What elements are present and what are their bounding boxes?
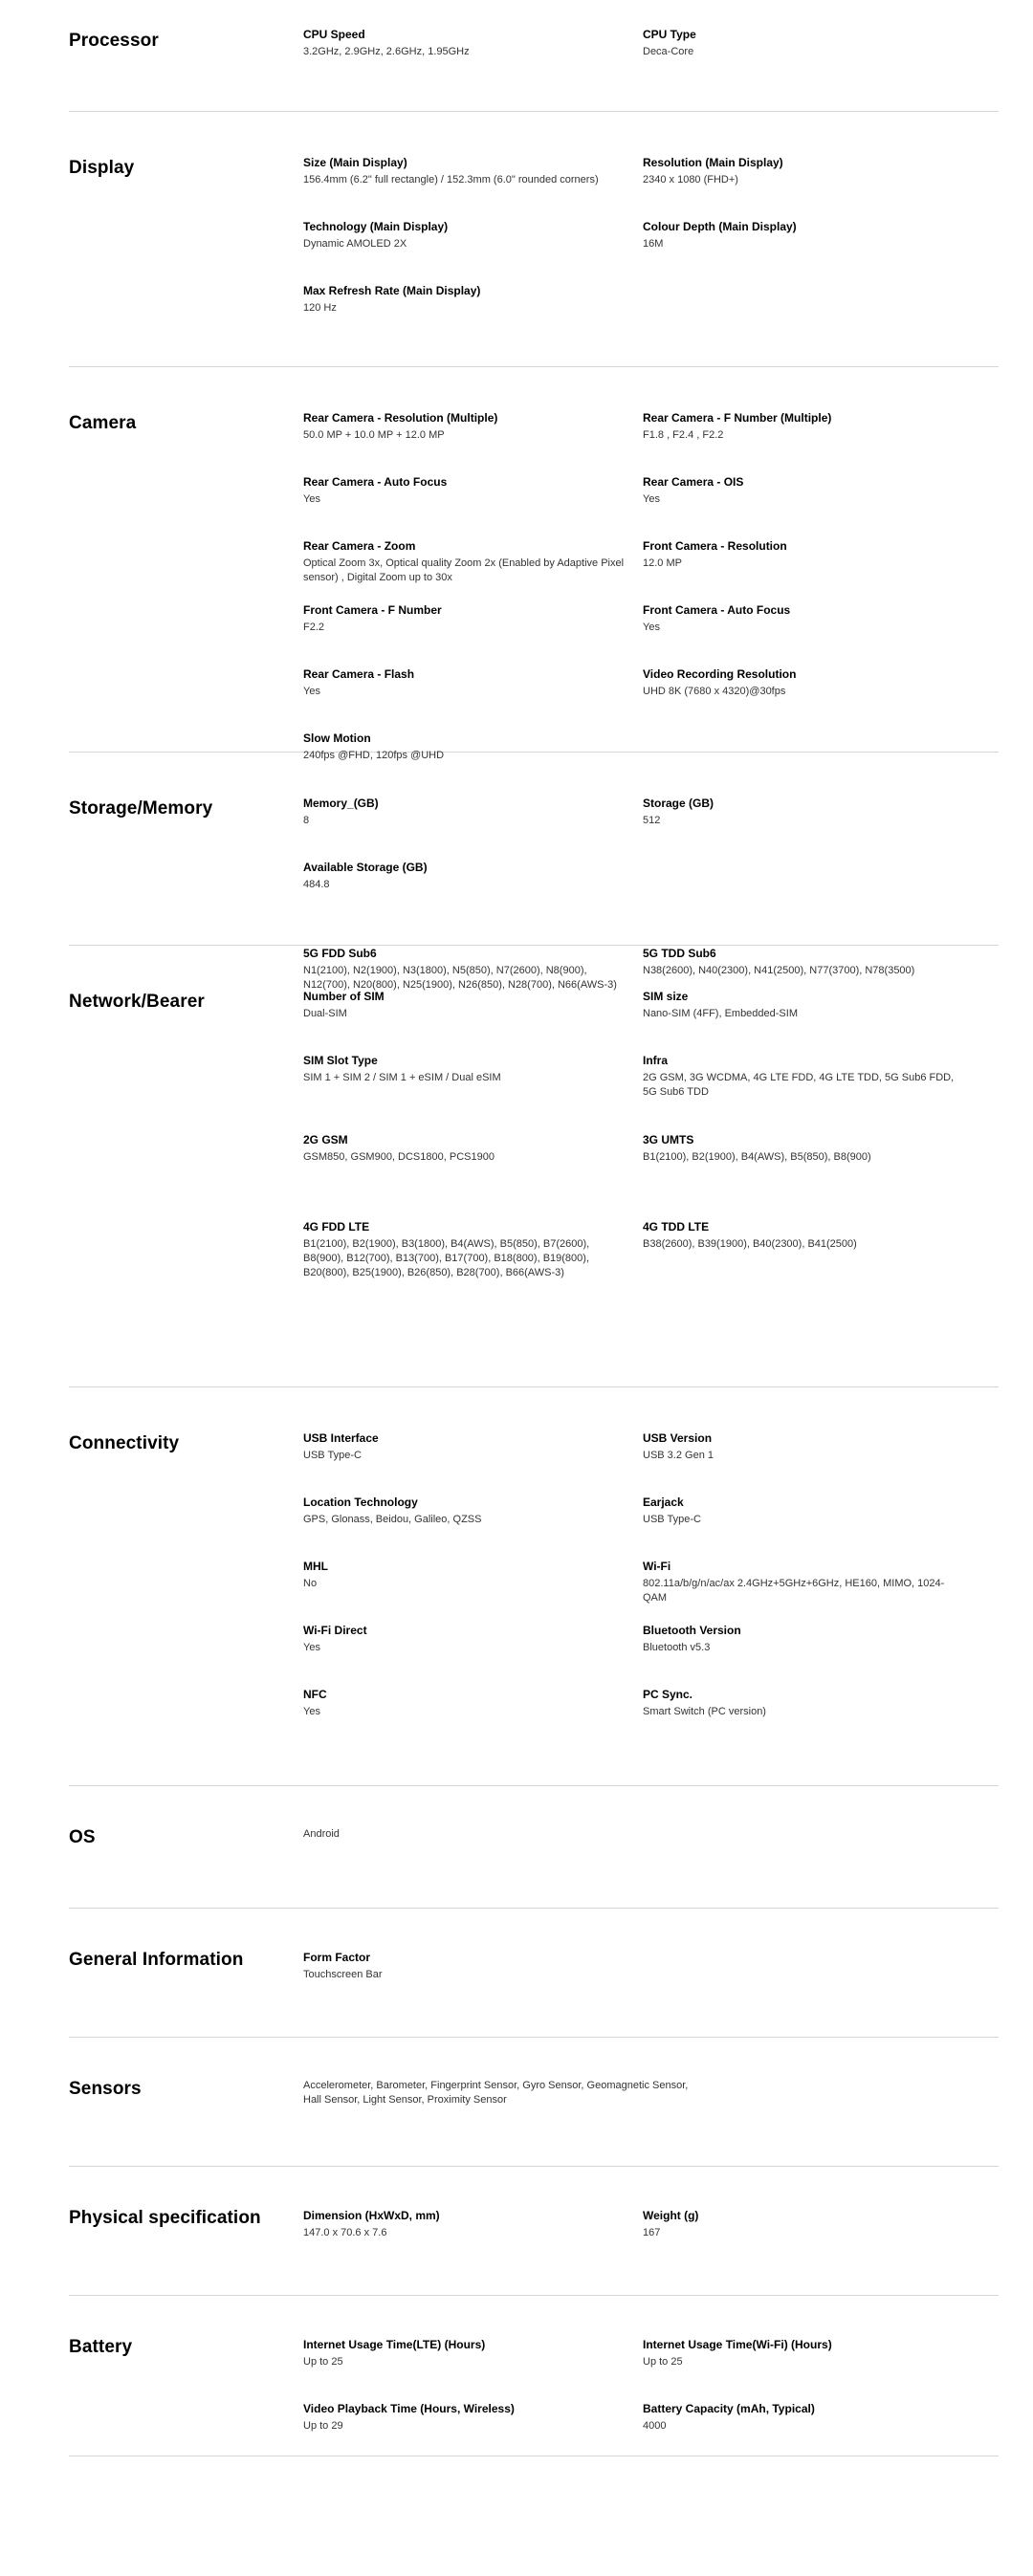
spec-value: GPS, Glonass, Beidou, Galileo, QZSS	[303, 1514, 482, 1525]
spec-label: Storage (GB)	[643, 797, 714, 810]
section-title: Network/Bearer	[69, 992, 205, 1012]
spec-label: Size (Main Display)	[303, 156, 407, 169]
spec-label: Rear Camera - Resolution (Multiple)	[303, 411, 498, 425]
spec-item	[303, 155, 628, 187]
section-title: Physical specification	[69, 2208, 261, 2228]
spec-label: Rear Camera - Auto Focus	[303, 475, 448, 489]
spec-value: Yes	[303, 686, 320, 697]
spec-item	[303, 219, 628, 251]
spec-value: 167	[643, 2227, 661, 2238]
spec-item	[303, 1559, 628, 1591]
spec-value: No	[303, 1578, 318, 1589]
spec-value: USB Type-C	[643, 1514, 701, 1525]
spec-section-battery	[69, 2296, 999, 2456]
spec-item	[643, 946, 958, 978]
spec-label: Rear Camera - Flash	[303, 667, 415, 681]
spec-label: Available Storage (GB)	[303, 861, 428, 874]
spec-item	[643, 602, 958, 635]
spec-label: Resolution (Main Display)	[643, 156, 783, 169]
spec-label: Rear Camera - OIS	[643, 475, 744, 489]
spec-item	[643, 1219, 958, 1252]
spec-label: MHL	[303, 1560, 328, 1573]
spec-label: CPU Type	[643, 28, 696, 41]
spec-value: 2G GSM, 3G WCDMA, 4G LTE FDD, 4G LTE TDD, 5G Sub6 FDD, 5G Sub6 TDD	[643, 1072, 955, 1098]
spec-value: Yes	[303, 493, 320, 505]
spec-item	[303, 2079, 705, 2107]
spec-value: Yes	[643, 622, 660, 633]
spec-value: Touchscreen Bar	[303, 1969, 383, 1980]
spec-value: F1.8 , F2.4 , F2.2	[643, 429, 724, 441]
spec-value: N1(2100), N2(1900), N3(1800), N5(850), N7(2600), N8(900), N12(700), N20(800), N25(1900), N26(850), N28(700), N66(AWS-3)	[303, 965, 617, 991]
spec-value: N38(2600), N40(2300), N41(2500), N77(3700), N78(3500)	[643, 965, 915, 976]
spec-item	[643, 538, 958, 571]
spec-item	[303, 1495, 628, 1527]
section-title: Storage/Memory	[69, 798, 213, 819]
spec-item	[303, 474, 628, 507]
spec-label: Front Camera - F Number	[303, 603, 442, 617]
spec-item	[303, 1623, 628, 1655]
spec-item	[303, 1827, 705, 1842]
spec-label: 2G GSM	[303, 1133, 348, 1146]
section-title: Sensors	[69, 2079, 142, 2099]
spec-value: F2.2	[303, 622, 325, 633]
spec-label: 4G TDD LTE	[643, 1220, 710, 1233]
spec-item	[643, 1559, 958, 1605]
spec-item	[303, 946, 628, 993]
spec-label: Rear Camera - F Number (Multiple)	[643, 411, 832, 425]
spec-label: Location Technology	[303, 1495, 418, 1509]
spec-item	[303, 27, 628, 59]
spec-label: SIM size	[643, 990, 689, 1003]
spec-item	[643, 1687, 958, 1719]
spec-label: Internet Usage Time(LTE) (Hours)	[303, 2338, 486, 2351]
spec-section-connectivity	[69, 1387, 999, 1786]
spec-label: Weight (g)	[643, 2209, 699, 2222]
spec-value: USB 3.2 Gen 1	[643, 1450, 714, 1461]
spec-value: USB Type-C	[303, 1450, 362, 1461]
section-title: OS	[69, 1827, 96, 1847]
spec-value: Yes	[303, 1642, 320, 1653]
spec-label: Number of SIM	[303, 990, 385, 1003]
spec-value: Deca-Core	[643, 46, 694, 57]
spec-value: Bluetooth v5.3	[643, 1642, 711, 1653]
spec-section-general-information	[69, 1909, 999, 2038]
spec-value: Yes	[303, 1706, 320, 1717]
spec-item	[643, 796, 958, 828]
spec-label: Colour Depth (Main Display)	[643, 220, 797, 233]
spec-item	[303, 2401, 628, 2434]
spec-item	[303, 410, 628, 443]
section-title: General Information	[69, 1950, 244, 1970]
spec-section-storage-memory	[69, 753, 999, 946]
spec-value: Nano-SIM (4FF), Embedded-SIM	[643, 1008, 798, 1019]
spec-value: 2340 x 1080 (FHD+)	[643, 174, 738, 186]
spec-value: 120 Hz	[303, 302, 337, 314]
spec-label: Video Playback Time (Hours, Wireless)	[303, 2402, 515, 2415]
spec-label: 5G FDD Sub6	[303, 947, 377, 960]
spec-value: SIM 1 + SIM 2 / SIM 1 + eSIM / Dual eSIM	[303, 1072, 501, 1083]
spec-label: Max Refresh Rate (Main Display)	[303, 284, 481, 297]
spec-item	[303, 538, 628, 585]
spec-value: B1(2100), B2(1900), B3(1800), B4(AWS), B5(850), B7(2600), B8(900), B12(700), B13(700), B17(700), B18(800), B19(800), B20(800), B25(1900), B26(850), B28(700), B66(AWS-3)	[303, 1238, 590, 1278]
spec-item	[303, 602, 628, 635]
spec-value: 156.4mm (6.2" full rectangle) / 152.3mm (6.0" rounded corners)	[303, 174, 599, 186]
spec-section-camera	[69, 367, 999, 761]
spec-item	[303, 2337, 628, 2369]
spec-label: NFC	[303, 1688, 327, 1701]
spec-value: GSM850, GSM900, DCS1800, PCS1900	[303, 1151, 495, 1163]
spec-item	[643, 1623, 958, 1655]
spec-value: B38(2600), B39(1900), B40(2300), B41(2500)	[643, 1238, 857, 1250]
spec-item	[643, 219, 958, 251]
spec-label: Front Camera - Auto Focus	[643, 603, 791, 617]
spec-value: 50.0 MP + 10.0 MP + 12.0 MP	[303, 429, 445, 441]
spec-value: Up to 25	[303, 2356, 343, 2368]
spec-item	[643, 2401, 958, 2434]
spec-label: SIM Slot Type	[303, 1054, 378, 1067]
spec-section-display	[69, 112, 999, 367]
spec-value: 16M	[643, 238, 664, 250]
section-title: Display	[69, 158, 135, 178]
spec-label: Dimension (HxWxD, mm)	[303, 2209, 440, 2222]
spec-label: Front Camera - Resolution	[643, 539, 787, 553]
spec-label: Internet Usage Time(Wi-Fi) (Hours)	[643, 2338, 832, 2351]
spec-value: Accelerometer, Barometer, Fingerprint Sensor, Gyro Sensor, Geomagnetic Sensor, Hall Sensor, Light Sensor, Proximity Sensor	[303, 2080, 689, 2106]
section-title: Connectivity	[69, 1433, 180, 1453]
spec-label: Wi-Fi	[643, 1560, 671, 1573]
spec-item	[643, 2208, 958, 2240]
spec-label: USB Version	[643, 1431, 713, 1445]
spec-section-physical-specification	[69, 2167, 999, 2296]
spec-label: Bluetooth Version	[643, 1624, 741, 1637]
spec-item	[303, 1430, 628, 1463]
spec-item	[303, 989, 628, 1021]
spec-value: UHD 8K (7680 x 4320)@30fps	[643, 686, 786, 697]
spec-section-os	[69, 1786, 999, 1909]
spec-item	[643, 1495, 958, 1527]
spec-item	[643, 410, 958, 443]
spec-item	[643, 989, 958, 1021]
spec-value: Up to 25	[643, 2356, 683, 2368]
spec-value: Android	[303, 1828, 340, 1840]
spec-item	[303, 666, 628, 699]
section-title: Battery	[69, 2337, 133, 2357]
spec-label: Infra	[643, 1054, 669, 1067]
spec-label: Rear Camera - Zoom	[303, 539, 416, 553]
spec-value: B1(2100), B2(1900), B4(AWS), B5(850), B8(900)	[643, 1151, 871, 1163]
spec-item	[643, 27, 958, 59]
spec-value: 3.2GHz, 2.9GHz, 2.6GHz, 1.95GHz	[303, 46, 470, 57]
spec-item	[643, 1132, 958, 1165]
spec-value: Smart Switch (PC version)	[643, 1706, 766, 1717]
spec-item	[303, 796, 628, 828]
section-title: Camera	[69, 413, 137, 433]
spec-label: Slow Motion	[303, 731, 371, 745]
spec-item	[643, 1430, 958, 1463]
spec-label: Technology (Main Display)	[303, 220, 449, 233]
spec-value: 240fps @FHD, 120fps @UHD	[303, 750, 445, 761]
spec-label: Memory_(GB)	[303, 797, 379, 810]
spec-label: 4G FDD LTE	[303, 1220, 370, 1233]
spec-label: USB Interface	[303, 1431, 379, 1445]
spec-value: Up to 29	[303, 2420, 343, 2432]
spec-item	[303, 860, 628, 892]
spec-value: Dual-SIM	[303, 1008, 347, 1019]
spec-label: Wi-Fi Direct	[303, 1624, 367, 1637]
spec-label: Form Factor	[303, 1951, 371, 1964]
spec-label: 3G UMTS	[643, 1133, 694, 1146]
spec-value: 147.0 x 70.6 x 7.6	[303, 2227, 387, 2238]
spec-item	[303, 2208, 628, 2240]
spec-value: 512	[643, 815, 661, 826]
spec-item	[303, 1053, 628, 1085]
section-title: Processor	[69, 31, 159, 51]
spec-item	[643, 1053, 958, 1100]
spec-item	[303, 1219, 628, 1280]
spec-item	[643, 155, 958, 187]
spec-item	[303, 1132, 628, 1165]
spec-item	[643, 474, 958, 507]
spec-section-network-bearer	[69, 946, 999, 1387]
spec-value: Optical Zoom 3x, Optical quality Zoom 2x (Enabled by Adaptive Pixel sensor) , Digital Zoom up to 30x	[303, 557, 625, 583]
spec-section-processor	[69, 0, 999, 112]
spec-label: Earjack	[643, 1495, 684, 1509]
spec-label: 5G TDD Sub6	[643, 947, 716, 960]
spec-item	[643, 2337, 958, 2369]
spec-item	[303, 283, 628, 316]
spec-item	[643, 666, 958, 699]
spec-value: 484.8	[303, 879, 330, 890]
spec-section-sensors	[69, 2038, 999, 2167]
spec-value: 8	[303, 815, 310, 826]
spec-item	[303, 1950, 705, 1982]
spec-label: Video Recording Resolution	[643, 667, 797, 681]
spec-value: 12.0 MP	[643, 557, 682, 569]
spec-label: CPU Speed	[303, 28, 365, 41]
spec-label: PC Sync.	[643, 1688, 693, 1701]
spec-value: 802.11a/b/g/n/ac/ax 2.4GHz+5GHz+6GHz, HE160, MIMO, 1024-QAM	[643, 1578, 945, 1604]
spec-value: 4000	[643, 2420, 667, 2432]
spec-value: Yes	[643, 493, 660, 505]
spec-label: Battery Capacity (mAh, Typical)	[643, 2402, 815, 2415]
spec-value: Dynamic AMOLED 2X	[303, 238, 407, 250]
spec-item	[303, 1687, 628, 1719]
